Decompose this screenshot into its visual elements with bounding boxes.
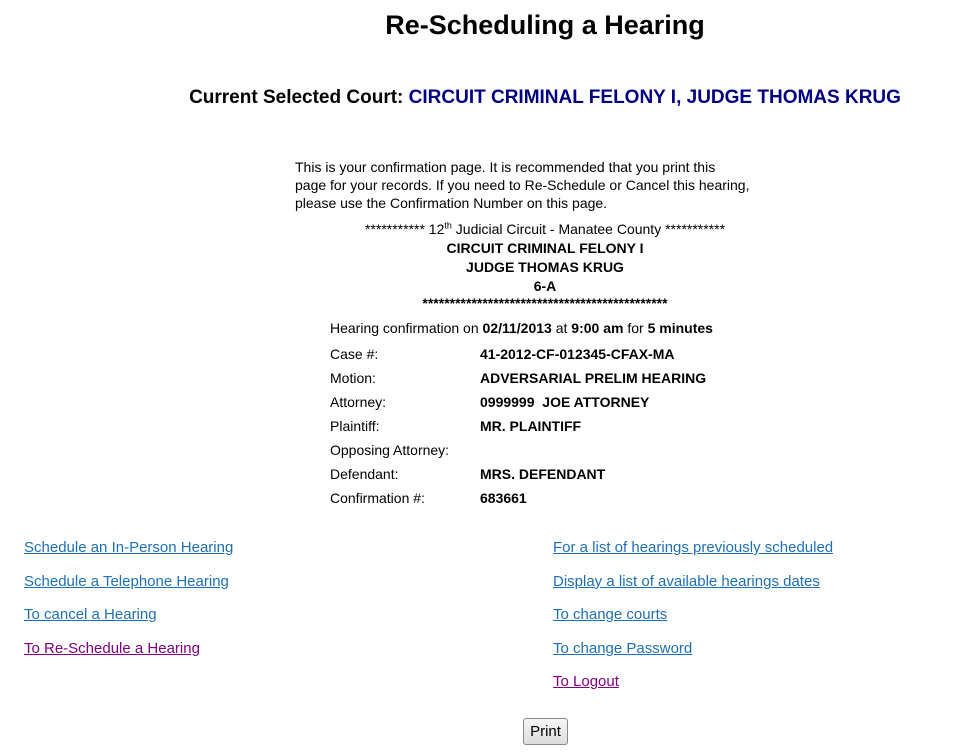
plaintiff-label: Plaintiff: [330,418,380,434]
current-court-value: CIRCUIT CRIMINAL FELONY I, JUDGE THOMAS KRUG [408,87,901,108]
case-value: 41-2012-CF-012345-CFAX-MA [480,346,675,362]
hearing-duration: 5 minutes [647,320,713,336]
change-password-link[interactable]: To change Password [553,640,693,657]
detail-row-defendant [330,462,706,486]
page-title: Re-Scheduling a Hearing [385,10,705,40]
attorney-value: 0999999 JOE ATTORNEY [480,394,650,410]
circuit-suffix: th [444,220,452,231]
reschedule-hearing-link[interactable]: To Re-Schedule a Hearing [24,640,200,657]
confirmation-intro [295,158,815,212]
circuit-text: Judicial Circuit - Manatee County [455,221,662,237]
opposing-attorney-label: Opposing Attorney: [330,442,450,458]
detail-row-attorney [330,390,706,414]
motion-label: Motion: [330,370,376,386]
hearing-date: 02/11/2013 [482,320,552,336]
logout-link[interactable]: To Logout [553,673,619,690]
current-court-label: Current Selected Court: [189,87,404,108]
detail-row-confirmation [330,486,706,510]
judge-name: JUDGE THOMAS KRUG [466,259,624,275]
stars-right: *********** [665,221,726,237]
detail-row-case [330,342,706,366]
available-dates-link[interactable]: Display a list of available hearings dates [553,573,820,590]
confirmation-number-label: Confirmation #: [330,490,425,506]
intro-line: please use the Confirmation Number on this page. [295,195,608,211]
court-header-block [295,220,795,310]
defendant-label: Defendant: [330,466,399,482]
plaintiff-value: MR. PLAINTIFF [480,418,582,434]
schedule-in-person-link[interactable]: Schedule an In-Person Hearing [24,539,234,556]
intro-line: page for your records. If you need to Re-Schedule or Cancel this hearing, [295,177,750,193]
confirmation-for: for [627,320,644,336]
current-court-line [0,87,956,109]
detail-row-plaintiff [330,414,706,438]
detail-row-motion [330,366,706,390]
circuit-number: 12 [428,221,445,237]
change-courts-link[interactable]: To change courts [553,606,668,623]
case-label: Case #: [330,346,379,362]
schedule-telephone-link[interactable]: Schedule a Telephone Hearing [24,573,229,590]
motion-value: ADVERSARIAL PRELIM HEARING [480,370,707,386]
print-button[interactable]: Print [523,718,568,745]
stars-divider: ********************************************* [422,295,668,311]
hearing-time: 9:00 am [571,320,624,336]
confirmation-number-value: 683661 [480,490,527,506]
circuit-line [295,220,795,239]
division-name: CIRCUIT CRIMINAL FELONY I [446,240,644,256]
stars-left: *********** [364,221,425,237]
detail-row-opposing-attorney [330,438,706,462]
previously-scheduled-link[interactable]: For a list of hearings previously scheduled [553,539,834,556]
confirmation-prefix: Hearing confirmation on [330,320,479,336]
intro-line: This is your confirmation page. It is recommended that you print this [295,159,716,175]
attorney-label: Attorney: [330,394,387,410]
cancel-hearing-link[interactable]: To cancel a Hearing [24,606,157,623]
opposing-attorney-value [480,438,706,462]
defendant-value: MRS. DEFENDANT [480,466,606,482]
room-number: 6-A [533,278,557,294]
hearing-confirmation-line [330,320,713,336]
hearing-details-table [330,342,706,510]
confirmation-at: at [555,320,568,336]
